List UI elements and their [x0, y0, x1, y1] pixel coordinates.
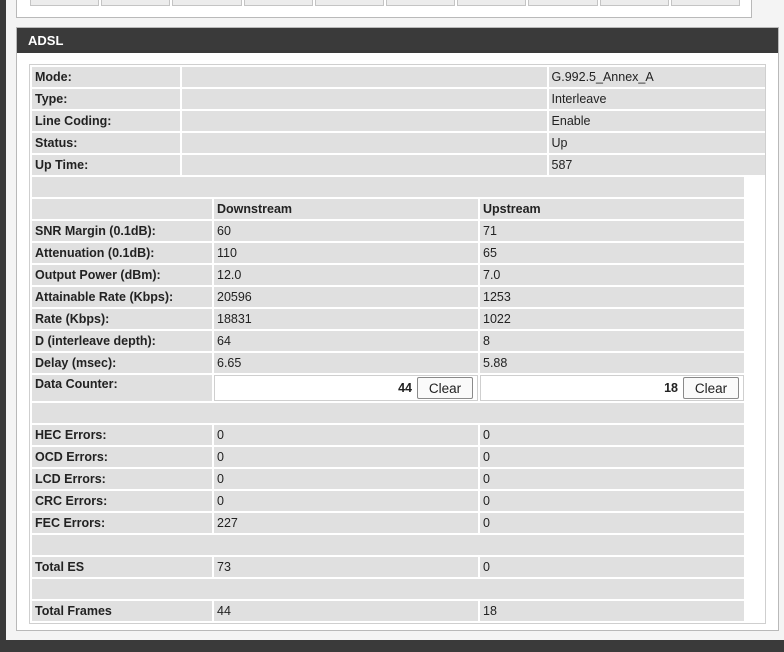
upstream-counter-value: 18: [664, 381, 678, 395]
spacer-cell: [32, 535, 744, 555]
table-row-status: [32, 133, 765, 153]
lcd-errors-down: 0: [214, 469, 478, 489]
table-row: [32, 469, 765, 489]
clear-downstream-button[interactable]: Clear: [417, 377, 473, 399]
downstream-header: Downstream: [214, 199, 478, 219]
fec-errors-up: 0: [480, 513, 744, 533]
data-counter-row: [32, 375, 765, 401]
table-row: [32, 425, 765, 445]
ocd-errors-up: 0: [480, 447, 744, 467]
interleave-depth-label: D (interleave depth):: [32, 331, 212, 351]
table-row: [32, 513, 765, 533]
up-time-spacer: [182, 155, 547, 175]
type-value: Interleave: [549, 89, 765, 109]
line-coding-value: Enable: [549, 111, 765, 131]
header-empty-cell: [32, 199, 212, 219]
delay-label: Delay (msec):: [32, 353, 212, 373]
attainable-rate-label: Attainable Rate (Kbps):: [32, 287, 212, 307]
footer-bar: [0, 640, 784, 652]
total-es-row: [32, 557, 765, 577]
interleave-depth-up: 8: [480, 331, 744, 351]
table-row: [32, 265, 765, 285]
hec-errors-label: HEC Errors:: [32, 425, 212, 445]
spacer-row: [32, 535, 765, 555]
hec-errors-up: 0: [480, 425, 744, 445]
table-row: [32, 243, 765, 263]
output-power-label: Output Power (dBm):: [32, 265, 212, 285]
crc-errors-label: CRC Errors:: [32, 491, 212, 511]
table-row-up-time: [32, 155, 765, 175]
spacer-row: [32, 579, 765, 599]
table-row: [32, 221, 765, 241]
type-label: Type:: [32, 89, 180, 109]
section-title: ADSL: [17, 28, 778, 53]
downstream-counter-value: 44: [398, 381, 412, 395]
snr-margin-up: 71: [480, 221, 744, 241]
spacer-cell: [32, 579, 744, 599]
total-es-down: 73: [214, 557, 478, 577]
fec-errors-label: FEC Errors:: [32, 513, 212, 533]
snr-margin-label: SNR Margin (0.1dB):: [32, 221, 212, 241]
data-counter-label: Data Counter:: [32, 375, 212, 401]
status-label: Status:: [32, 133, 180, 153]
table-row: [32, 447, 765, 467]
status-value: Up: [549, 133, 765, 153]
table-row: [32, 331, 765, 351]
attenuation-label: Attenuation (0.1dB):: [32, 243, 212, 263]
line-coding-spacer: [182, 111, 547, 131]
total-es-label: Total ES: [32, 557, 212, 577]
mode-value: G.992.5_Annex_A: [549, 67, 765, 87]
snr-margin-down: 60: [214, 221, 478, 241]
total-frames-up: 18: [480, 601, 744, 621]
clear-upstream-button[interactable]: Clear: [683, 377, 739, 399]
upstream-counter-cell: [480, 375, 744, 401]
type-spacer: [182, 89, 547, 109]
attenuation-down: 110: [214, 243, 478, 263]
up-time-label: Up Time:: [32, 155, 180, 175]
table-row: [32, 309, 765, 329]
rate-down: 18831: [214, 309, 478, 329]
mode-spacer: [182, 67, 547, 87]
status-spacer: [182, 133, 547, 153]
adsl-panel: [16, 27, 779, 631]
attainable-rate-up: 1253: [480, 287, 744, 307]
output-power-down: 12.0: [214, 265, 478, 285]
line-coding-label: Line Coding:: [32, 111, 180, 131]
total-frames-label: Total Frames: [32, 601, 212, 621]
table-row: [32, 353, 765, 373]
ocd-errors-down: 0: [214, 447, 478, 467]
attenuation-up: 65: [480, 243, 744, 263]
previous-panel-edge: [16, 0, 752, 18]
spacer-cell: [32, 403, 744, 423]
delay-down: 6.65: [214, 353, 478, 373]
total-frames-row: [32, 601, 765, 621]
previous-table-edge: [30, 0, 740, 5]
table-row-line-coding: [32, 111, 765, 131]
ocd-errors-label: OCD Errors:: [32, 447, 212, 467]
spacer-cell: [32, 177, 744, 197]
rate-label: Rate (Kbps):: [32, 309, 212, 329]
total-frames-down: 44: [214, 601, 478, 621]
lcd-errors-label: LCD Errors:: [32, 469, 212, 489]
table-row-mode: [32, 67, 765, 87]
interleave-depth-down: 64: [214, 331, 478, 351]
table-row: [32, 491, 765, 511]
table-row: [32, 287, 765, 307]
hec-errors-down: 0: [214, 425, 478, 445]
lcd-errors-up: 0: [480, 469, 744, 489]
rate-up: 1022: [480, 309, 744, 329]
downstream-counter-cell: [214, 375, 478, 401]
fec-errors-down: 227: [214, 513, 478, 533]
total-es-up: 0: [480, 557, 744, 577]
upstream-header: Upstream: [480, 199, 744, 219]
crc-errors-down: 0: [214, 491, 478, 511]
spacer-row: [32, 177, 765, 197]
spacer-row: [32, 403, 765, 423]
attainable-rate-down: 20596: [214, 287, 478, 307]
adsl-status-table: [29, 64, 766, 624]
delay-up: 5.88: [480, 353, 744, 373]
mode-label: Mode:: [32, 67, 180, 87]
table-row-type: [32, 89, 765, 109]
up-time-value: 587: [549, 155, 765, 175]
table-header-row: [32, 199, 765, 219]
crc-errors-up: 0: [480, 491, 744, 511]
output-power-up: 7.0: [480, 265, 744, 285]
